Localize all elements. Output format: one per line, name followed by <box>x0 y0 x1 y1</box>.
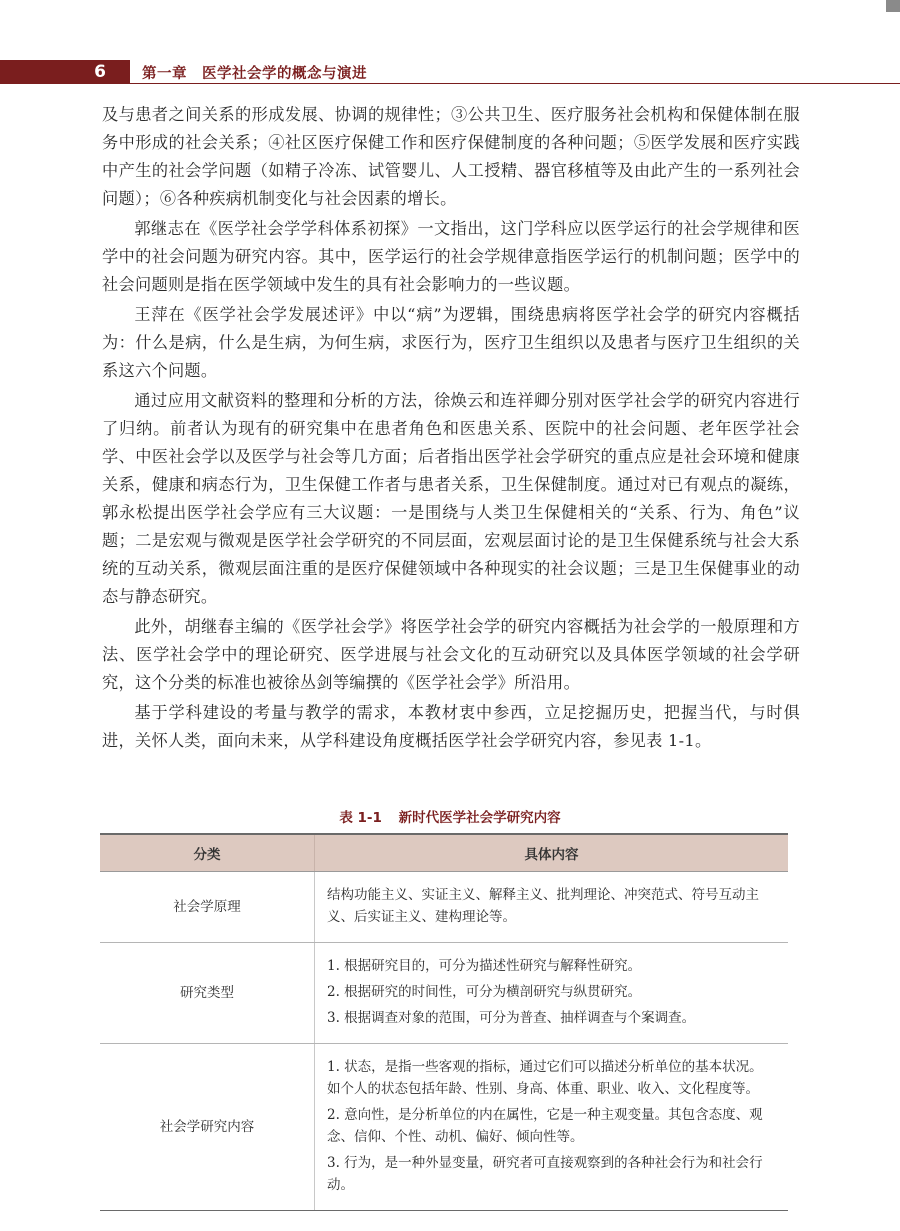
content-item: 2. 意向性，是分析单位的内在属性，它是一种主观变量。其包含态度、观念、信仰、个性、动机、偏好、倾向性等。 <box>327 1107 763 1145</box>
table-row <box>100 1044 788 1211</box>
page-number-tab <box>0 60 130 84</box>
table-row <box>100 872 788 943</box>
paragraph: 郭继志在《医学社会学学科体系初探》一文指出，这门学科应以医学运行的社会学规律和医学中的社会问题为研究内容。其中，医学运行的社会学规律意指医学运行的机制问题；医学中的社会问题则是指在医学领域中发生的具有社会影响力的一些议题。 <box>102 219 800 294</box>
content-item: 结构功能主义、实证主义、解释主义、批判理论、冲突范式、符号互动主义、后实证主义、建构理论等。 <box>327 887 759 925</box>
page-corner-mark <box>886 0 900 12</box>
table-caption-number: 表 1-1 <box>339 810 382 826</box>
content-item: 3. 根据调查对象的范围，可分为普查、抽样调查与个案调查。 <box>327 1010 696 1026</box>
table-header-row <box>100 834 788 872</box>
table-cell-category: 研究类型 <box>100 943 315 1044</box>
paragraph: 基于学科建设的考量与教学的需求，本教材衷中参西，立足挖掘历史，把握当代，与时俱进，关怀人类，面向未来，从学科建设角度概括医学社会学研究内容，参见表 1-1。 <box>102 703 800 750</box>
paragraph: 及与患者之间关系的形成发展、协调的规律性；③公共卫生、医疗服务社会机构和保健体制在服务中形成的社会关系；④社区医疗保健工作和医疗保健制度的各种问题；⑤医学发展和医疗实践中产生的社会学问题（如精子冷冻、试管婴儿、人工授精、器官移植等及由此产生的一系列社会问题）；⑥各种疾病机制变化与社会因素的增长。 <box>102 105 800 208</box>
table-header-content: 具体内容 <box>315 834 789 872</box>
research-content-table <box>100 833 788 1211</box>
content-item: 1. 根据研究目的，可分为描述性研究与解释性研究。 <box>327 958 642 974</box>
table-row <box>100 943 788 1044</box>
chapter-title: 第一章 医学社会学的概念与演进 <box>142 66 367 82</box>
table-cell-category: 社会学研究内容 <box>100 1044 315 1211</box>
body-text <box>102 101 800 755</box>
content-item: 1. 状态，是指一些客观的指标，通过它们可以描述分析单位的基本状况。如个人的状态包括年龄、性别、身高、体重、职业、收入、文化程度等。 <box>327 1059 763 1097</box>
content-item: 2. 根据研究的时间性，可分为横剖研究与纵贯研究。 <box>327 984 642 1000</box>
header-rule <box>130 83 900 84</box>
table-cell-category: 社会学原理 <box>100 872 315 943</box>
table-cell-content <box>315 872 789 943</box>
table-cell-content <box>315 1044 789 1211</box>
paragraph: 通过应用文献资料的整理和分析的方法，徐焕云和连祥卿分别对医学社会学的研究内容进行了归纳。前者认为现有的研究集中在患者角色和医患关系、医院中的社会问题、老年医学社会学、中医社会学以及医学与社会等几方面；后者指出医学社会学研究的重点应是社会环境和健康关系，健康和病态行为，卫生保健工作者与患者关系，卫生保健制度。通过对已有观点的凝练，郭永松提出医学社会学应有三大议题：一是围绕与人类卫生保健相关的“关系、行为、角色”议题；二是宏观与微观是医学社会学研究的不同层面，宏观层面讨论的是卫生保健系统与社会大系统的互动关系，微观层面注重的是医疗保健领域中各种现实的社会议题；三是卫生保健事业的动态与静态研究。 <box>102 391 800 606</box>
table-cell-content <box>315 943 789 1044</box>
content-item: 3. 行为，是一种外显变量，研究者可直接观察到的各种社会行为和社会行动。 <box>327 1155 763 1193</box>
table-header-category: 分类 <box>100 834 315 872</box>
paragraph: 此外，胡继春主编的《医学社会学》将医学社会学的研究内容概括为社会学的一般原理和方法、医学社会学中的理论研究、医学进展与社会文化的互动研究以及具体医学领域的社会学研究，这个分类的标准也被徐丛剑等编撰的《医学社会学》所沿用。 <box>102 617 800 692</box>
paragraph: 王萍在《医学社会学发展述评》中以“病”为逻辑，围绕患病将医学社会学的研究内容概括为：什么是病，什么是生病，为何生病，求医行为，医疗卫生组织以及患者与医疗卫生组织的关系这六个问题。 <box>102 305 800 380</box>
page-number: 6 <box>94 62 106 82</box>
table-caption-title: 新时代医学社会学研究内容 <box>398 810 561 826</box>
table-caption <box>0 806 900 826</box>
